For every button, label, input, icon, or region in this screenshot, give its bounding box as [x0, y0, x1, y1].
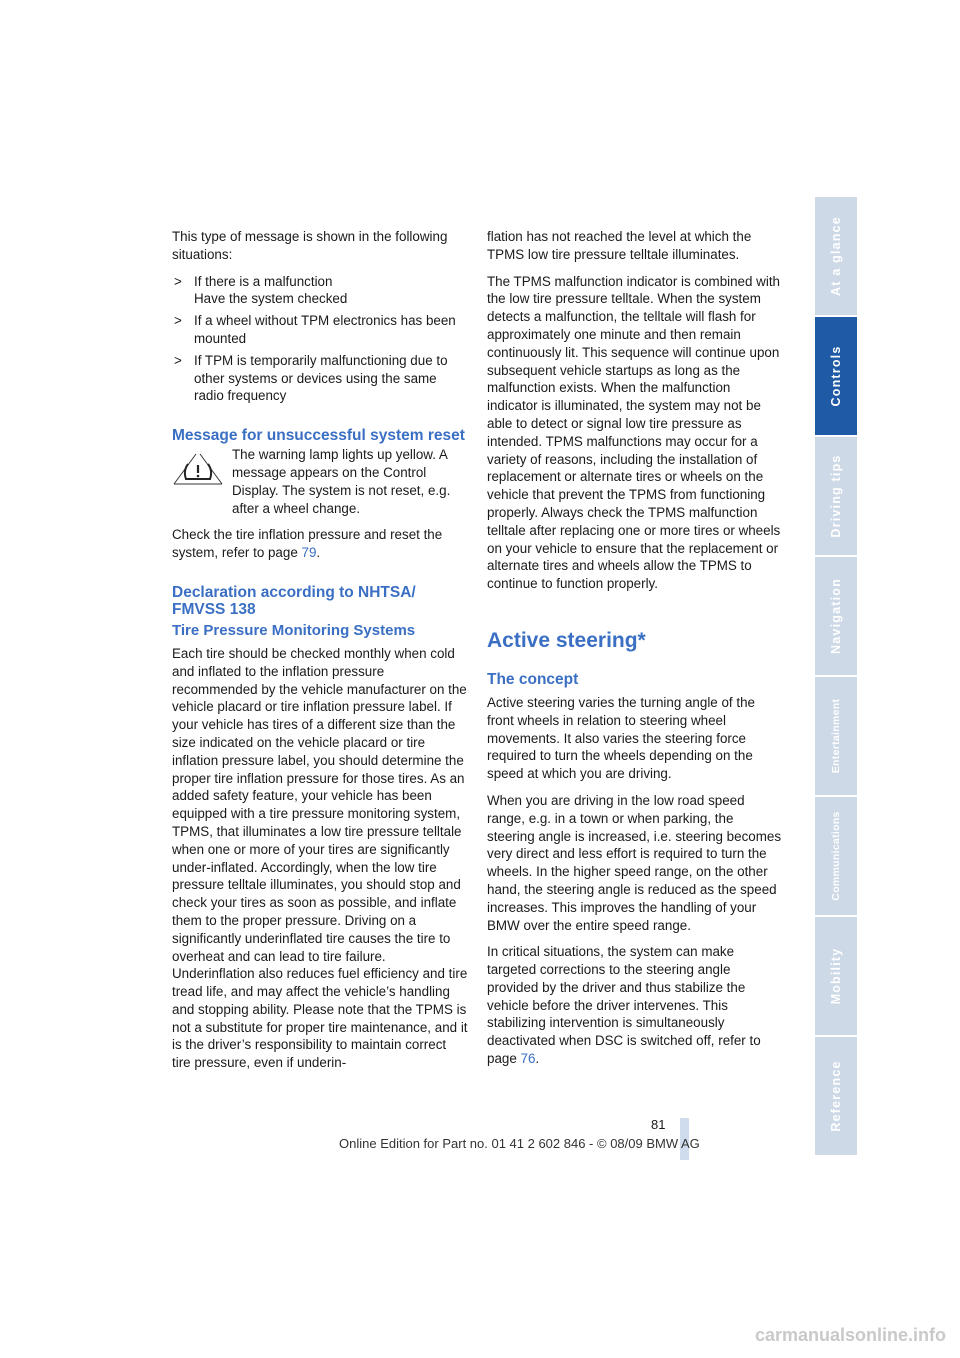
concept-heading: The concept: [487, 670, 579, 688]
check-text-body: Check the tire inflation pressure and reset the system, refer to page: [172, 527, 443, 561]
page-link-76[interactable]: 76: [520, 1051, 536, 1067]
declaration-body-continued: flation has not reached the level at which the TPMS low tire pressure telltale illuminates.: [487, 229, 752, 262]
tab-label: Navigation: [829, 578, 843, 654]
bullet-mark: >: [174, 313, 182, 329]
steering-paragraph-3: [487, 943, 783, 1068]
declaration-heading: Declaration according to NHTSA/ FMVSS 138: [172, 583, 416, 618]
tab-at-a-glance[interactable]: [815, 197, 857, 315]
warning-text: The warning lamp lights up yellow. A message appears on the Control Display. The system is not reset, e.g. after a wheel change.: [232, 447, 451, 516]
page-number: 81: [651, 1117, 666, 1132]
right-column: [487, 228, 783, 1077]
declaration-body: Each tire should be checked monthly when cold and inflated to the inflation pressure recommended by the vehicle manufacturer on the vehicle placard or tire inflation pressure label. If your vehicle has tires of a different size than the size indicated on the vehicle placard or tire inflation pressure label, you should determine the proper tire inflation pressure for those tires. As an added safety feature, your vehicle has been equipped with a tire pressure monitoring system, TPMS, that illuminates a low tire pressure telltale when one or more of your tires are significantly under-inflated. Accordingly, when the low tire pressure telltale illuminates, you should stop and check your tires as soon as possible, and inflate them to the proper pressure. Driving on a significantly underinflated tire causes the tire to overheat and can lead to tire failure. Underinflation also reduces fuel efficiency and tire tread life, and may affect the vehicle’s handling and stopping ability. Please note that the TPMS is not a substitute for proper tire maintenance, and it is the driver’s responsibility to maintain correct tire pressure, even if underin-: [172, 645, 468, 1071]
reset-heading: Message for unsuccessful system reset: [172, 427, 465, 445]
tab-label: Controls: [829, 345, 843, 407]
tab-label: At a glance: [829, 216, 843, 296]
tab-communications[interactable]: [815, 797, 857, 915]
watermark: carmanualsonline.info: [754, 1325, 946, 1345]
tab-controls[interactable]: [815, 317, 857, 435]
list-item: [172, 273, 468, 309]
check-text-end: .: [316, 545, 321, 561]
tab-label: Entertainment: [830, 698, 842, 774]
list-item-text: If a wheel without TPM electronics has been mounted: [194, 313, 456, 346]
page-link-79[interactable]: 79: [301, 545, 317, 561]
tab-label: Mobility: [829, 947, 843, 1005]
situation-list: [172, 273, 468, 406]
list-item-text: If there is a malfunction: [194, 273, 333, 289]
tab-navigation[interactable]: [815, 557, 857, 675]
tpms-malfunction-text: The TPMS malfunction indicator is combined with the low tire pressure telltale. When the system detects a malfunction, the telltale will flash for approximately one minute and then remain continuously lit. This sequence will continue upon subsequent vehicle startups as long as the malfunction exists. When the malfunction indicator is illuminated, the system may not be able to detect or signal low tire pressure as intended. TPMS malfunctions may occur for a variety of reasons, including the installation of replacement or alternate tires or wheels on the vehicle that prevent the TPMS from functioning properly. Always check the TPMS malfunction telltale after replacing one or more tires or wheels on your vehicle to ensure that the replacement or alternate tires and wheels allow the TPMS to continue to function properly.: [487, 273, 781, 592]
steering-paragraph-2: When you are driving in the low road speed range, e.g. in a town or when parking, the steering angle is increased, i.e. steering becomes very direct and less effort is required to turn the wheels. In the higher speed range, on the other hand, the steering angle is reduced as the speed increases. This improves the handling of your BMW over the entire speed range.: [487, 792, 782, 933]
active-steering-heading: Active steering*: [487, 628, 646, 652]
tab-driving-tips[interactable]: [815, 437, 857, 555]
tab-label: Reference: [829, 1060, 843, 1132]
tab-mobility[interactable]: [815, 917, 857, 1035]
tab-entertainment[interactable]: [815, 677, 857, 795]
tab-reference[interactable]: [815, 1037, 857, 1155]
list-item-text: If TPM is temporarily malfunctioning due to other systems or devices using the same radio frequency: [194, 352, 448, 404]
declaration-subheading: Tire Pressure Monitoring Systems: [172, 621, 416, 639]
chapter-tabs: [815, 197, 857, 1157]
tire-pressure-warning-icon: [172, 450, 224, 490]
intro-text: This type of message is shown in the following situations:: [172, 229, 448, 262]
list-item-text: Have the system checked: [194, 291, 348, 307]
tab-label: Communications: [830, 811, 842, 901]
left-column: [172, 228, 468, 1081]
steering-paragraph-3-end: .: [535, 1051, 540, 1067]
check-text: [172, 526, 468, 562]
tab-label: Driving tips: [829, 454, 843, 538]
bullet-mark: >: [174, 352, 182, 368]
edition-text: Online Edition for Part no. 01 41 2 602 846 - © 08/09 BMW AG: [339, 1136, 700, 1151]
bullet-mark: >: [174, 273, 182, 289]
warning-block: [172, 446, 468, 517]
steering-paragraph-1: Active steering varies the turning angle of the front wheels in relation to steering wheel movements. It also varies the steering force required to turn the wheels depending on the speed at which you are driving.: [487, 694, 755, 782]
steering-paragraph-3-body: In critical situations, the system can make targeted corrections to the steering angle provided by the driver and thus stabilize the vehicle before the driver intervenes. This stabilizing intervention is simultaneously deactivated when DSC is switched off, refer to page: [487, 944, 761, 1067]
list-item: [172, 312, 468, 348]
list-item: [172, 352, 468, 405]
